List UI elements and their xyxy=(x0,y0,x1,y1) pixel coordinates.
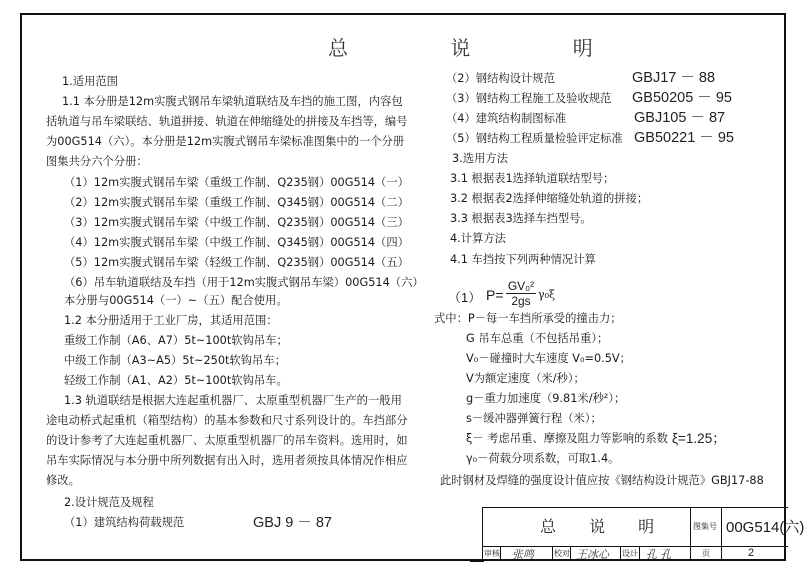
where-line: V为额定速度（米/秒）； xyxy=(466,372,585,385)
formula-tail: γ₀ξ xyxy=(538,288,556,301)
volume-item: （2）12m实腹式钢吊车梁（重级工作制、Q345钢）00G514（二） xyxy=(64,196,409,209)
duty-item: 轻级工作制（A1、A2）5t~100t软钩吊车。 xyxy=(64,374,288,387)
s4-1: 4.1 车挡按下列两种情况计算 xyxy=(450,253,596,266)
duty-item: 中级工作制（A3~A5）5t~250t软钩吊车； xyxy=(64,354,286,367)
formula-numerator: GV₀² xyxy=(507,279,535,293)
standard-2-code: GBJ17 － 88 xyxy=(632,70,716,86)
review-label: 审核 xyxy=(484,549,500,558)
duty-item: 重级工作制（A6、A7）5t~100t软钩吊车； xyxy=(64,334,288,347)
s1-3-line: 1.3 轨道联结是根据大连起重机器厂、太原重型机器厂生产的一般用 xyxy=(64,394,402,407)
title-block-divider xyxy=(639,546,640,561)
review-signature: 张鸣 xyxy=(512,548,534,561)
formula-denominator: 2gs xyxy=(511,294,531,308)
volume-item: （4）12m实腹式钢吊车梁（中级工作制、Q345钢）00G514（四） xyxy=(64,236,409,249)
section-1-heading: 1.适用范围 xyxy=(62,75,118,88)
title-block-divider xyxy=(552,546,553,561)
standard-4-code: GBJ105 － 87 xyxy=(634,110,726,126)
formula-lhs: P= xyxy=(486,287,504,303)
final-note: 此时钢材及焊缝的强度设计值应按《钢结构设计规范》GBJ17-88 xyxy=(440,474,764,487)
section-2-heading: 2.设计规范及规程 xyxy=(64,496,154,509)
standard-4-name: （4）建筑结构制图标准 xyxy=(446,112,567,125)
volume-item: （5）12m实腹式钢吊车梁（轻级工作制、Q235钢）00G514（五） xyxy=(64,256,409,269)
s1-3-line: 的设计参考了大连起重机器厂、太原重型机器厂的吊车资料。选用时，如 xyxy=(46,434,408,447)
standard-5-name: （5）钢结构工程质量检验评定标准 xyxy=(446,132,623,145)
where-line: ξ－ 考虑吊重、摩擦及阻力等影响的系数 xyxy=(466,432,668,445)
standard-1-code: GBJ 9 － 87 xyxy=(253,515,332,531)
formula-label: （1） xyxy=(448,290,482,305)
volume-item: （1）12m实腹式钢吊车梁（重级工作制、Q235钢）00G514（一） xyxy=(64,176,409,189)
s1-1-tail: 本分册与00G514（一）~（五）配合使用。 xyxy=(64,294,288,307)
title-block-divider xyxy=(721,507,722,561)
s3-item: 3.3 根据表3选择车挡型号。 xyxy=(450,212,592,225)
standard-3-name: （3）钢结构工程施工及验收规范 xyxy=(446,92,612,105)
volume-item: （3）12m实腹式钢吊车梁（中级工作制、Q235钢）00G514（三） xyxy=(64,216,409,229)
where-line: V₀－碰撞时大车速度 V₀=0.5V； xyxy=(466,352,631,365)
where-line: 式中：P－每一车挡所承受的撞击力； xyxy=(434,312,622,325)
s1-1-line-3: 为00G514（六）。本分册是12m实腹式钢吊车梁标准图集中的一个分册 xyxy=(46,135,405,148)
formula-fraction xyxy=(506,279,536,308)
title-block-divider xyxy=(570,546,571,561)
where-line: s－缓冲器弹簧行程（米）； xyxy=(466,412,602,425)
page-label: 页 xyxy=(702,549,710,558)
where-line: g－重力加速度（9.81米/秒²）； xyxy=(466,392,626,405)
where-line: γ₀－荷载分项系数，可取1.4。 xyxy=(466,452,620,465)
where-line: G 吊车总重（不包括吊重）； xyxy=(466,332,609,345)
page-number: 2 xyxy=(748,547,755,559)
s1-2-line-1: 1.2 本分册适用于工业厂房，其适用范围： xyxy=(64,314,278,327)
design-label: 设计 xyxy=(622,549,638,558)
standard-5-code: GB50221 － 95 xyxy=(634,130,734,146)
set-number: 00G514(六) xyxy=(726,519,805,536)
standard-1-name: （1）建筑结构荷载规范 xyxy=(64,516,185,529)
check-signature: 王冰心 xyxy=(576,548,609,561)
page-title: 总 说 明 xyxy=(328,36,641,60)
volume-item: （6）吊车轨道联结及车挡（用于12m实腹式钢吊车梁）00G514（六） xyxy=(64,276,424,289)
drawing-name: 总 说 明 xyxy=(540,517,669,536)
s1-1-line-4: 图集共分六个分册： xyxy=(46,155,148,168)
standard-3-code: GB50205 － 95 xyxy=(632,90,732,106)
s1-3-line: 途电动桥式起重机（箱型结构）的基本参数和尺寸系列设计的。车挡部分 xyxy=(46,414,408,427)
title-block-divider xyxy=(620,546,621,561)
check-label: 校对 xyxy=(554,549,570,558)
s1-1-line-2: 括轨道与吊车梁联结、轨道拼接、轨道在伸缩缝处的拼接及车挡等，编号 xyxy=(46,115,408,128)
s1-3-line: 吊车实际情况与本分册中所列数据有出入时，选用者须按具体情况作相应 xyxy=(46,454,408,467)
design-signature: 孔 孔 xyxy=(646,548,672,561)
section-3-heading: 3.选用方法 xyxy=(452,152,508,165)
xi-value: ξ=1.25； xyxy=(672,431,726,446)
s1-1-line-1: 1.1 本分册是12m实腹式钢吊车梁轨道联结及车挡的施工图，内容包 xyxy=(62,95,403,108)
section-4-heading: 4.计算方法 xyxy=(450,232,506,245)
s1-3-line: 修改。 xyxy=(46,474,80,487)
title-block-divider xyxy=(500,546,501,561)
title-block-divider xyxy=(470,561,484,562)
standard-2-name: （2）钢结构设计规范 xyxy=(446,72,555,85)
s3-item: 3.2 根据表2选择伸缩缝处轨道的拼接； xyxy=(450,192,649,205)
s3-item: 3.1 根据表1选择轨道联结型号； xyxy=(450,172,615,185)
title-block-divider xyxy=(690,507,691,561)
set-number-label: 图集号 xyxy=(693,522,717,531)
